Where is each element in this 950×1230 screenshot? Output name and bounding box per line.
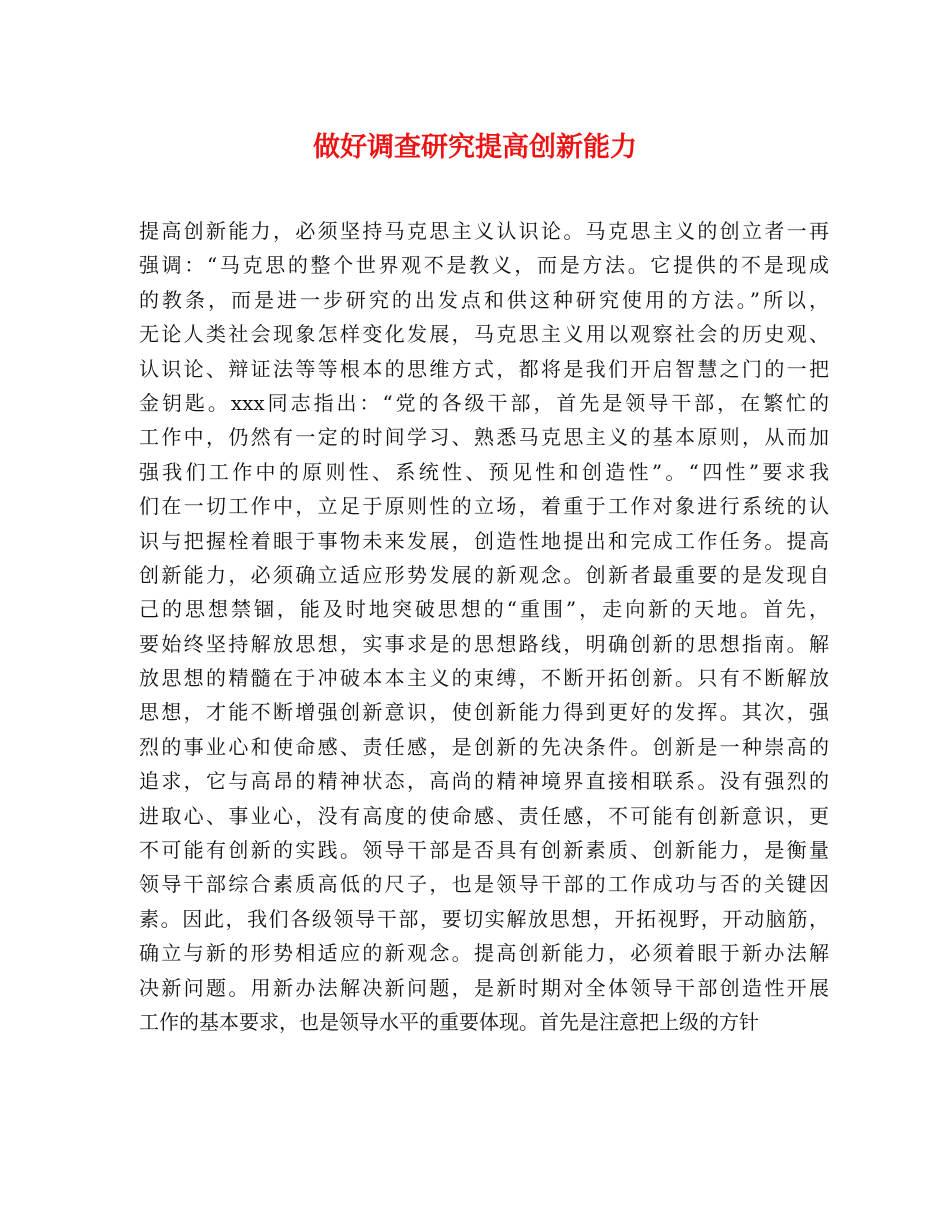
body-line: 烈的事业心和使命感、责任感，是创新的先决条件。创新是一种崇高的 bbox=[139, 734, 829, 759]
body-line: 提高创新能力，必须坚持马克思主义认识论。马克思主义的创立者一再 bbox=[139, 219, 829, 243]
body-line: 己的思想禁锢，能及时地突破思想的“重围”，走向新的天地。首先， bbox=[139, 597, 829, 622]
body-line: 确立与新的形势相适应的新观念。提高创新能力，必须着眼于新办法解 bbox=[139, 941, 829, 966]
body-line: 识与把握栓着眼于事物未来发展，创造性地提出和完成工作任务。提高 bbox=[139, 528, 829, 553]
body-line: 金钥匙。xxx同志指出：“党的各级干部，首先是领导干部，在繁忙的 bbox=[139, 390, 829, 415]
body-line: 工作中，仍然有一定的时间学习、熟悉马克思主义的基本原则，从而加 bbox=[139, 425, 829, 450]
body-line: 要始终坚持解放思想，实事求是的思想路线，明确创新的思想指南。解 bbox=[139, 631, 829, 656]
body-line: 强我们工作中的原则性、系统性、预见性和创造性”。“四性”要求我 bbox=[139, 459, 829, 484]
body-line: 创新能力，必须确立适应形势发展的新观念。创新者最重要的是发现自 bbox=[139, 562, 829, 587]
document-body bbox=[139, 214, 829, 1039]
body-line: 决新问题。用新办法解决新问题，是新时期对全体领导干部创造性开展 bbox=[139, 975, 829, 1000]
body-line: 认识论、辩证法等等根本的思维方式，都将是我们开启智慧之门的一把 bbox=[139, 356, 829, 381]
body-line: 的教条，而是进一步研究的出发点和供这种研究使用的方法。”所以， bbox=[139, 287, 829, 312]
body-line: 素。因此，我们各级领导干部，要切实解放思想，开拓视野，开动脑筋， bbox=[139, 906, 829, 931]
body-line: 不可能有创新的实践。领导干部是否具有创新素质、创新能力，是衡量 bbox=[139, 838, 829, 863]
body-line: 进取心、事业心，没有高度的使命感、责任感，不可能有创新意识，更 bbox=[139, 803, 829, 828]
body-line: 无论人类社会现象怎样变化发展，马克思主义用以观察社会的历史观、 bbox=[139, 322, 829, 347]
body-line: 领导干部综合素质高低的尺子，也是领导干部的工作成功与否的关键因 bbox=[139, 872, 829, 897]
body-line: 强调：“马克思的整个世界观不是教义，而是方法。它提供的不是现成 bbox=[139, 253, 829, 278]
body-line: 追求，它与高昂的精神状态，高尚的精神境界直接相联系。没有强烈的 bbox=[139, 769, 829, 794]
body-line: 放思想的精髓在于冲破本本主义的束缚，不断开拓创新。只有不断解放 bbox=[139, 666, 829, 691]
document-title: 做好调查研究提高创新能力 bbox=[313, 132, 637, 163]
body-line: 思想，才能不断增强创新意识，使创新能力得到更好的发挥。其次，强 bbox=[139, 700, 829, 725]
body-line: 们在一切工作中，立足于原则性的立场，着重于工作对象进行系统的认 bbox=[139, 494, 829, 519]
body-line: 工作的基本要求，也是领导水平的重要体现。首先是注意把上级的方针 bbox=[139, 1009, 759, 1034]
